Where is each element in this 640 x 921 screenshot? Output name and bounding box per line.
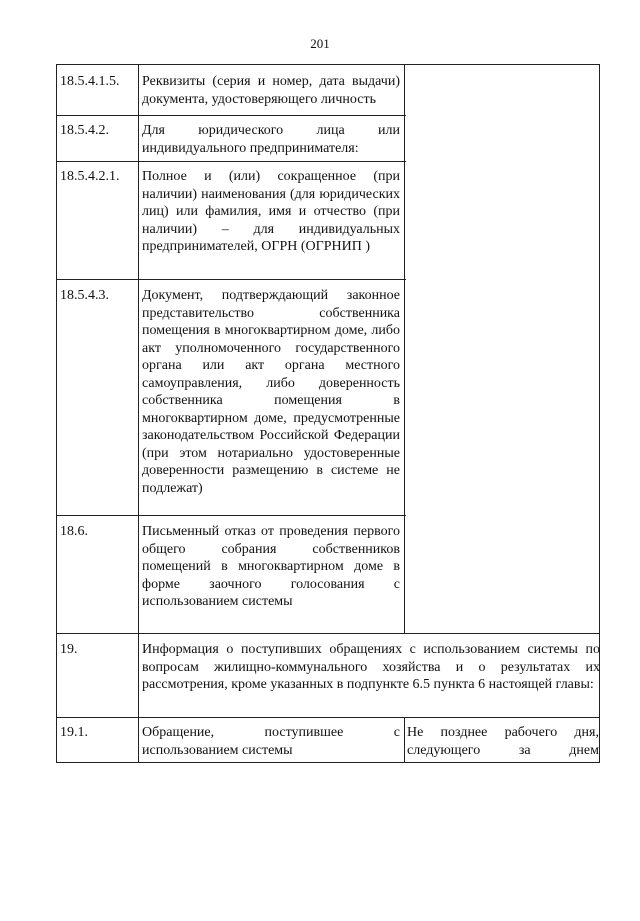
row-description: Письменный отказ от проведения первого общего собрания собственников помещений в многоквартирном доме в форме заочного голосования с использованием системы <box>142 524 400 609</box>
row-deadline: Не позднее рабочего дня, следующего за днем <box>407 725 599 758</box>
row-description: Документ, подтверждающий законное представительство собственника помещения в многоквартирном доме, либо акт уполномоченного государственного органа или акт органа местного самоуправления, либо доверенность собственника помещения в многоквартирном доме, предусмотренные законодательством Российской Федерации (при этом нотариально удостоверенные доверенности размещению в системе не подлежат) <box>142 288 400 496</box>
table-rule <box>56 279 406 280</box>
row-number: 19. <box>60 642 78 657</box>
row-number: 18.5.4.3. <box>60 288 109 303</box>
row-number: 18.5.4.2.1. <box>60 169 120 184</box>
row-number: 18.5.4.1.5. <box>60 74 120 89</box>
table-rule <box>56 161 406 162</box>
row-number: 19.1. <box>60 725 88 740</box>
table-rule <box>56 115 406 116</box>
table-rule <box>138 64 139 763</box>
table-rule <box>404 717 405 763</box>
row-description: Для юридического лица или индивидуального предпринимателя: <box>142 123 400 156</box>
row-description: Информация о поступивших обращениях с использованием системы по вопросам жилищно-коммунального хозяйства и о результатах их рассмотрения, кроме указанных в подпункте 6.5 пункта 6 настоящей главы: <box>142 642 600 692</box>
row-number: 18.6. <box>60 524 88 539</box>
row-description: Полное и (или) сокращенное (при наличии) наименования (для юридических лиц) или фамилия, имя и отчество (при наличии) – для индивидуальных предпринимателей, ОГРН (ОГРНИП ) <box>142 169 400 254</box>
table-rule <box>404 64 405 634</box>
table-rule <box>56 515 406 516</box>
row-description: Реквизиты (серия и номер, дата выдачи) документа, удостоверяющего личность <box>142 74 400 107</box>
table-rule <box>56 64 57 763</box>
row-number: 18.5.4.2. <box>60 123 109 138</box>
row-description: Обращение, поступившее с использованием системы <box>142 725 400 758</box>
page-number: 201 <box>310 36 330 51</box>
